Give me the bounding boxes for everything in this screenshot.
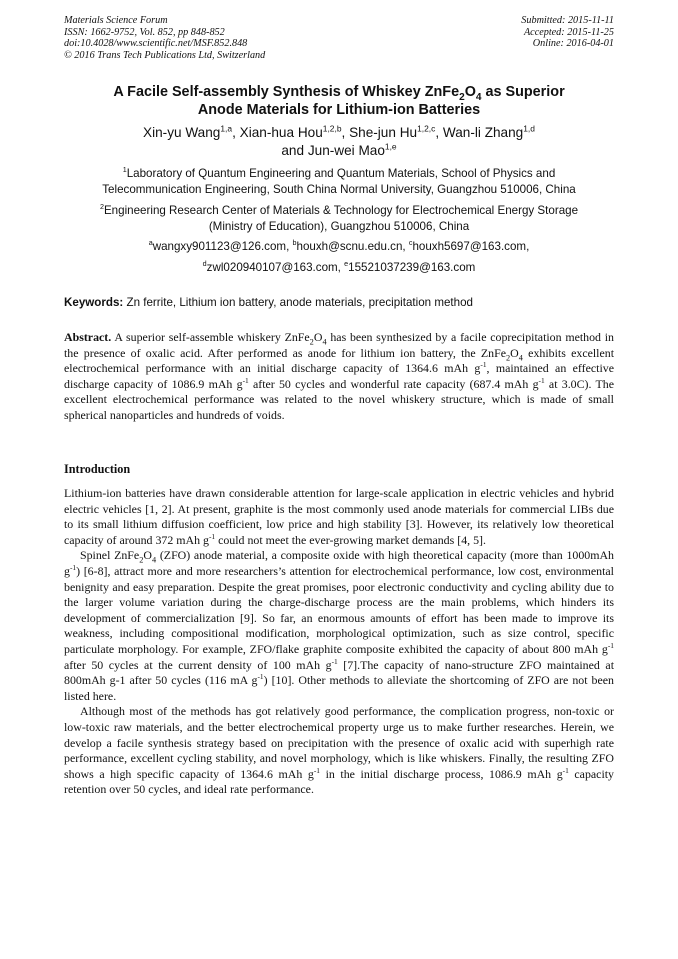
accepted-date: Accepted: 2015-11-25	[523, 26, 614, 38]
author: She-jun Hu	[349, 125, 418, 140]
authors-line-1: Xin-yu Wang$^{1,a}$, Xian-hua Hou$^{1,2,b}$, She-jun Hu$^{1,2,c}$, Wan-li Zhang$^{1,d}$	[143, 123, 535, 140]
authors-line-2: and Jun-wei Mao$^{1,e}$	[281, 141, 397, 158]
paragraph: Although most of the methods has got relatively good performance, the complication progress, non-toxic or low-toxic raw materials, and the better electrochemical property urge us to make further researches. Herein, we develop a facile synthesis strategy based on precipitation with the presence of oxalic acid with superhigh rate performance, excellent cycling stability, and novel morphology, which is like whiskers. Finally, the resulting ZFO shows a high specific capacity of 1364.6 mAh $g^{-1}$ in the initial discharge process, 1086.9 mAh $g^{-1}$ capacity retention over 50 cycles, and ideal rate performance.	[64, 704, 615, 797]
author: Xin-yu Wang	[143, 125, 221, 140]
author: Wan-li Zhang	[442, 125, 524, 140]
author: Xian-hua Hou	[239, 125, 323, 140]
journal-name: Materials Science Forum	[64, 15, 168, 26]
abstract-label: Abstract.	[64, 330, 112, 344]
email: zwl020940107@163.com,	[206, 261, 345, 274]
paragraph: Lithium-ion batteries have drawn considerable attention for large-scale application in electric vehicles and hybrid electric vehicles [1, 2]. At present, graphite is the most commonly used anode materials for commercial LIBs due to its small lithium diffusion coefficient, low price and high stability [3]. However, its relatively low theoretical capacity of around 372 mAh $g^{-1}$ could not meet the ever-growing market demands [4, 5].	[64, 486, 614, 547]
issn: ISSN: 1662-9752, Vol. 852, pp 848-852	[64, 26, 225, 38]
email: houxh@scnu.edu.cn,	[296, 240, 409, 253]
header-left	[64, 15, 265, 61]
email-line-2: $^d$zwl020940107@163.com, $^e$15521037239@163.com	[202, 259, 476, 274]
journal-header	[64, 15, 614, 65]
affiliation-1: $^1$Laboratory of Quantum Engineering and Quantum Materials, School of Physics and Telecommunication Engineering, South China Normal University, Guangzhou 510006, China	[102, 165, 576, 196]
email: wangxy901123@126.com,	[152, 240, 293, 253]
paper-title	[40, 83, 638, 119]
submitted-date: Submitted: 2015-11-11	[521, 15, 614, 26]
copyright: © 2016 Trans Tech Publications Ltd, Switzerland	[64, 49, 266, 61]
abstract: Abstract. A superior self-assemble whiskery $ZnFe_2O_4$ has been synthesized by a facile coprecipitation method in the presence of oxalic acid. After performed as anode for lithium ion battery, the $ZnFe_2O_4$ exhibits excellent electrochemical performance with an initial discharge capacity of 1364.6 mAh $g^{-1}$, maintained an effective discharge capacity of 1086.9 mAh $g^{-1}$ after 50 cycles and wonderful rate capacity (687.4 mAh $g^{-1}$ at 3.0C). The excellent electrochemical performance was related to the novel whiskery structure, which is made of small spherical nanoparticles and hundreds of voids.	[64, 330, 615, 422]
keywords	[64, 296, 614, 309]
email: houxh5697@163.com,	[412, 240, 530, 253]
title-line-1: A Facile Self-assembly Synthesis of Whiskey $ZnFe_2O_4$ as Superior	[113, 84, 565, 103]
keywords-text: Zn ferrite, Lithium ion battery, anode materials, precipitation method	[123, 296, 473, 309]
author: and Jun-wei Mao	[281, 143, 385, 158]
keywords-label: Keywords:	[64, 296, 124, 309]
author-list	[40, 124, 638, 160]
email-line-1: $^a$wangxy901123@126.com, $^b$houxh@scnu.edu.cn, $^c$houxh5697@163.com,	[148, 238, 530, 253]
introduction-body	[64, 486, 614, 798]
online-date: Online: 2016-04-01	[532, 38, 614, 50]
affiliation-2: $^2$Engineering Research Center of Materials & Technology for Electrochemical Energy Storage (Ministry of Education), Guangzhou 510006, China	[99, 202, 579, 233]
paragraph: Spinel $ZnFe_2O_4$ (ZFO) anode material, a composite oxide with high theoretical capacity (more than 1000mAh $g^{-1}$) [6-8], attract more and more researchers’s attention for electrochemical performance, low cost, environmental benignity and easy preparation. Despite the great promises, poor electronic conductivity and cycling ability due to the larger volume variation during the charge-discharge process are the main problems, which hinders its development of commercialization [9]. So far, an enormous amounts of effort has been made to improve its weakness, including compositional modification, morphological optimization, such as size control, specific particulate morphology. For example, ZFO/flake graphite composite exhibited the capacity of about 800 mAh $g^{-1}$ after 50 cycles at the current density of 100 mAh $g^{-1}$ [7].The capacity of nano-structure ZFO maintained at 800mAh g-1 after 50 cycles (116 mA $g^{-1}$) [10]. Other methods to alleviate the shortcoming of ZFO are not been listed here.	[64, 548, 615, 703]
doi: doi:10.4028/www.scientific.net/MSF.852.848	[64, 38, 248, 50]
title-line-2: Anode Materials for Lithium-ion Batteries	[197, 102, 481, 118]
section-heading-introduction: Introduction	[64, 462, 131, 476]
email: 15521037239@163.com	[348, 261, 476, 274]
header-right	[521, 15, 614, 50]
